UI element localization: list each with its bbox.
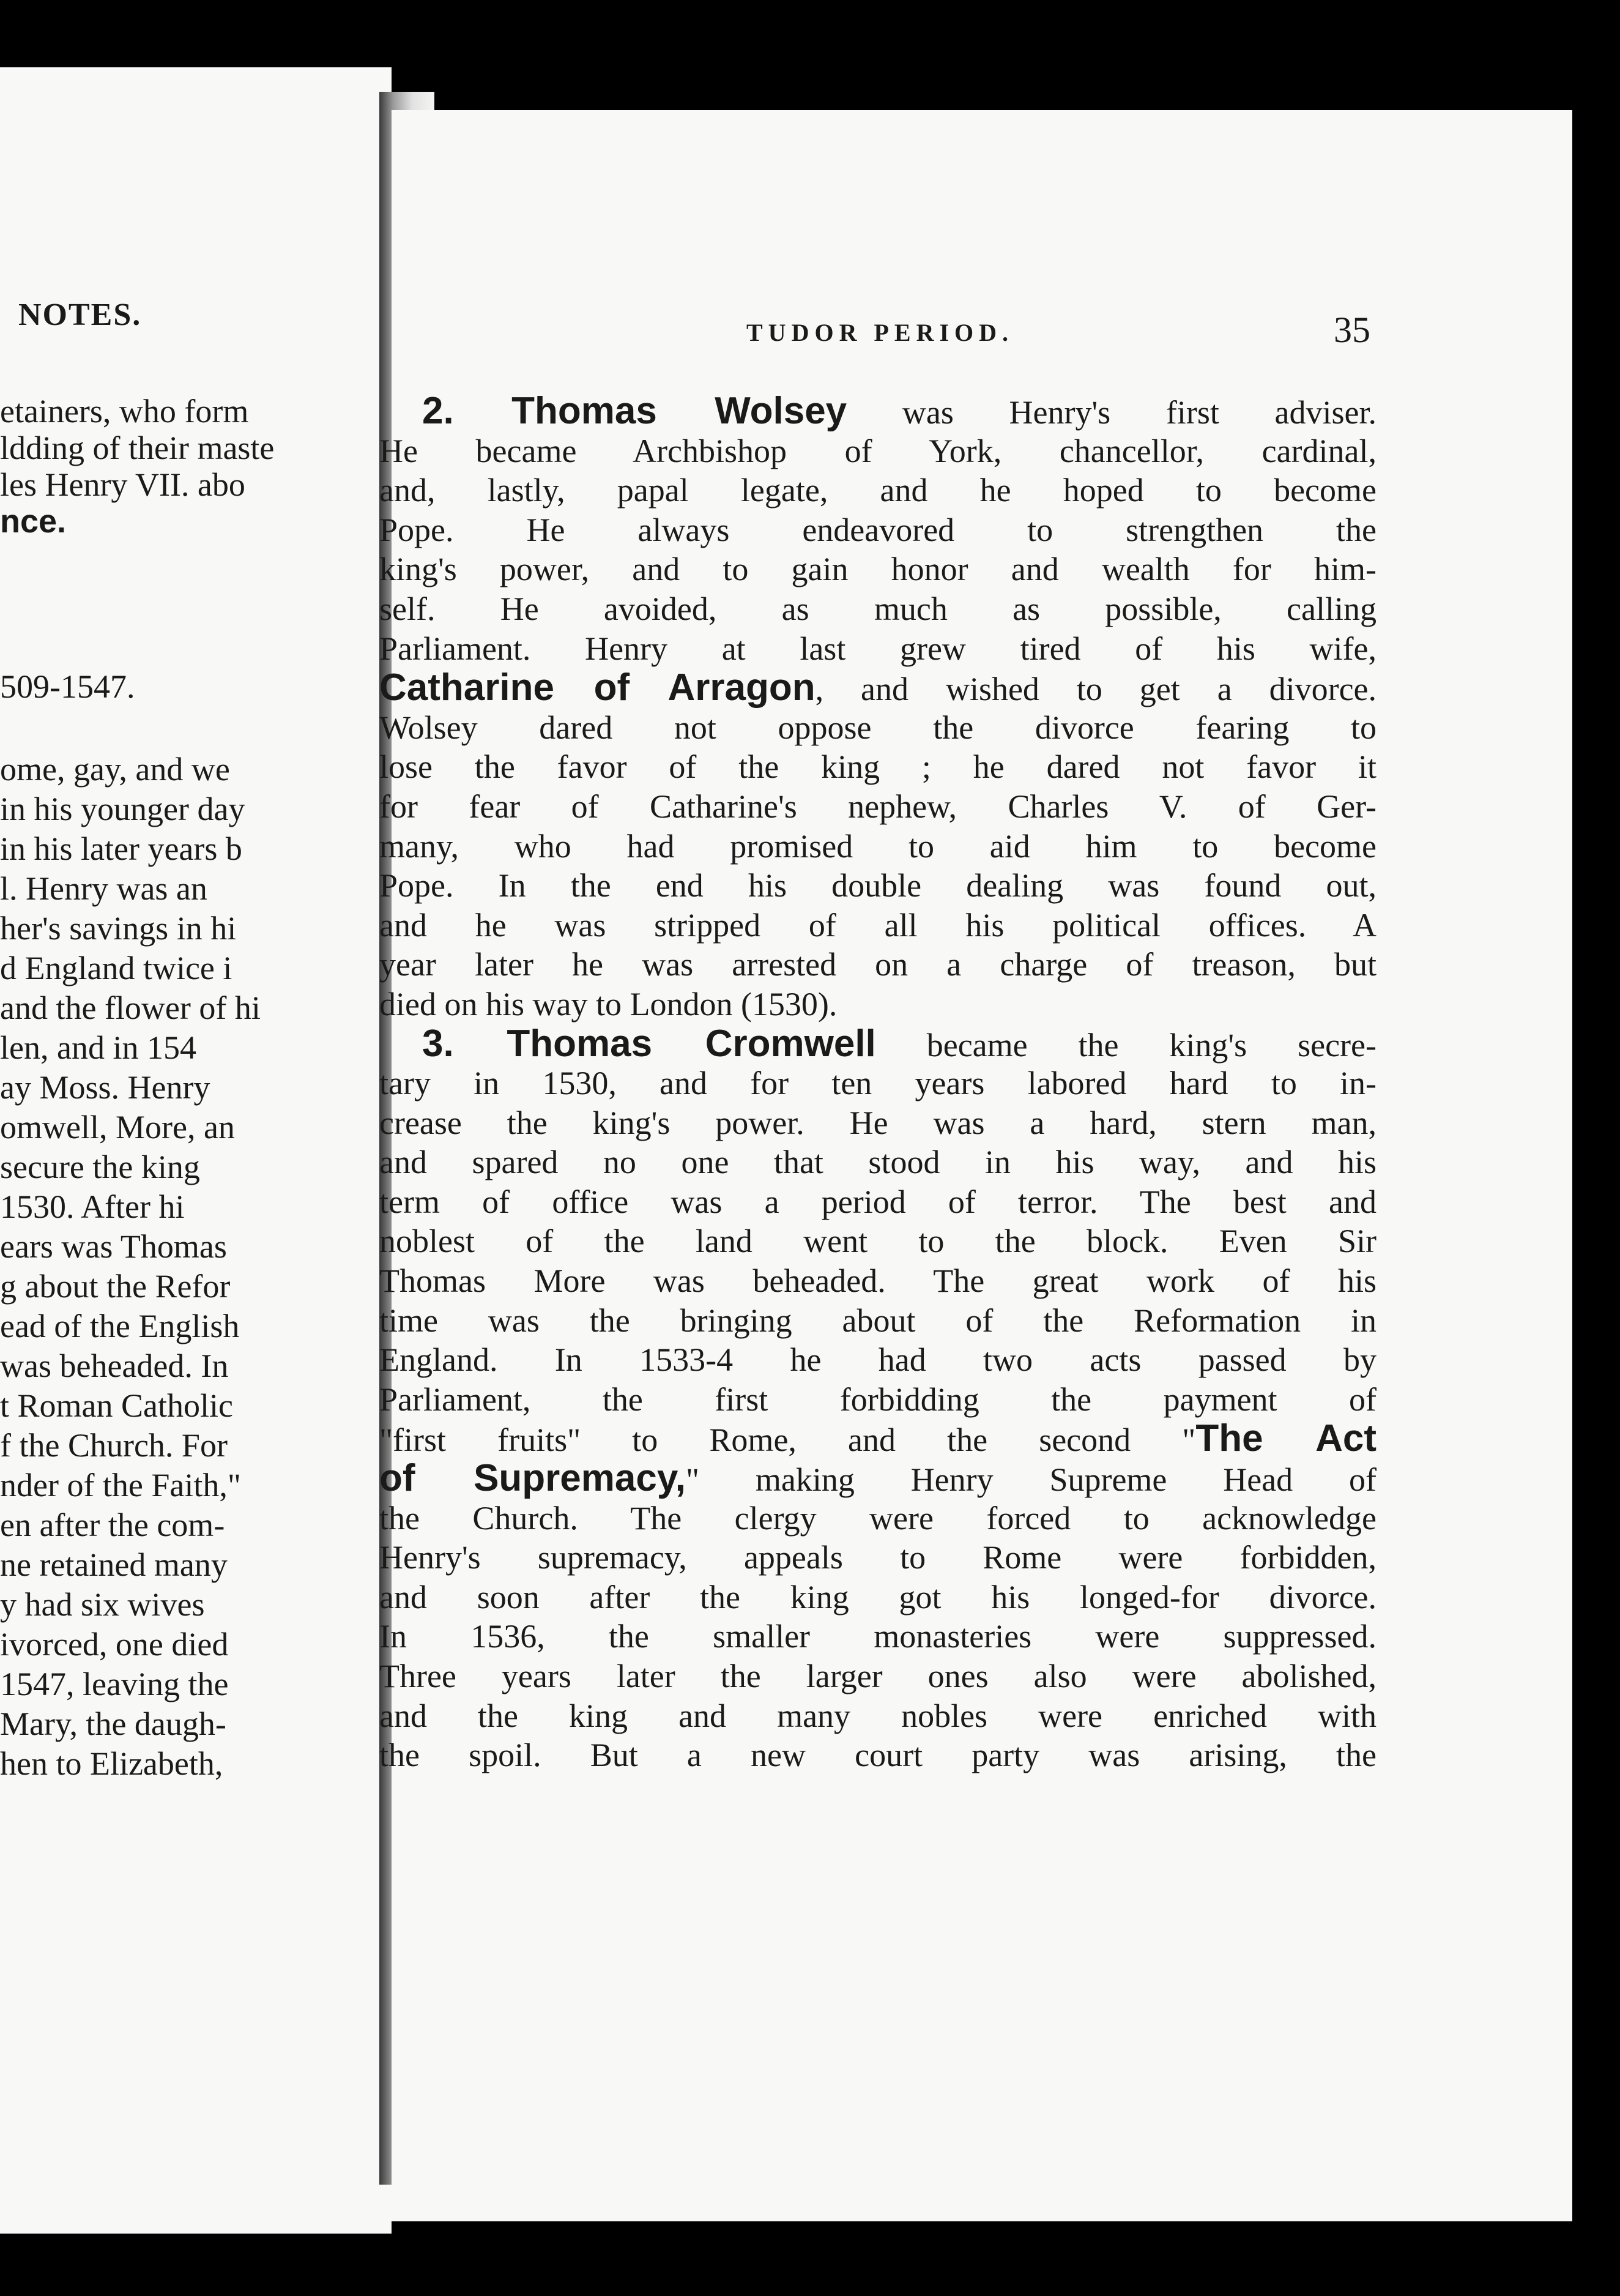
left-page-line: was beheaded. In bbox=[0, 1347, 229, 1384]
text-run: tary in 1530, and for ten years labored hard to in- bbox=[379, 1065, 1377, 1102]
text-run: Wolsey dared not oppose the divorce fearing to bbox=[379, 709, 1377, 746]
text-line bbox=[379, 906, 1377, 945]
text-run: noblest of the land went to the block. Even Sir bbox=[379, 1223, 1377, 1260]
text-line bbox=[379, 1499, 1377, 1538]
text-line bbox=[379, 1064, 1377, 1103]
left-page-line: ne retained many bbox=[0, 1546, 228, 1583]
text-line bbox=[379, 1103, 1377, 1143]
text-line bbox=[379, 1459, 1377, 1499]
text-run: He became Archbishop of York, chancellor, cardinal, bbox=[379, 432, 1377, 469]
text-line bbox=[379, 510, 1377, 550]
text-line bbox=[379, 1024, 1377, 1064]
text-run: Henry's supremacy, appeals to Rome were forbidden, bbox=[379, 1539, 1377, 1576]
text-run: year later he was arrested on a charge of treason, but bbox=[379, 946, 1377, 983]
bold-term: The Act bbox=[1195, 1417, 1377, 1460]
page-number: 35 bbox=[1334, 310, 1370, 350]
text-line bbox=[379, 392, 1377, 431]
text-line bbox=[379, 1657, 1377, 1696]
text-line bbox=[379, 866, 1377, 906]
text-run: time was the bringing about of the Reformation in bbox=[379, 1302, 1377, 1339]
text-line bbox=[379, 1578, 1377, 1617]
left-page-line: Mary, the daugh- bbox=[0, 1705, 226, 1742]
text-line bbox=[379, 1538, 1377, 1578]
text-run: the spoil. But a new court party was arising, the bbox=[379, 1737, 1377, 1774]
text-run: lose the favor of the king ; he dared not favor it bbox=[379, 748, 1377, 786]
text-run: the Church. The clergy were forced to acknowledge bbox=[379, 1499, 1377, 1537]
text-run: "first fruits" to Rome, and the second " bbox=[379, 1422, 1196, 1459]
left-page-line: nder of the Faith," bbox=[0, 1467, 241, 1504]
left-page-line: ears was Thomas bbox=[0, 1228, 227, 1265]
left-page-line: g about the Refor bbox=[0, 1268, 231, 1305]
text-line bbox=[379, 550, 1377, 589]
left-page-line: ome, gay, and we bbox=[0, 751, 230, 788]
left-page-line: f the Church. For bbox=[0, 1427, 228, 1464]
left-page-line: her's savings in hi bbox=[0, 910, 237, 947]
text-line bbox=[379, 589, 1377, 629]
text-run: In 1536, the smaller monasteries were suppressed. bbox=[379, 1618, 1377, 1655]
text-run: was Henry's first adviser. bbox=[847, 394, 1377, 431]
left-page-line: and the flower of hi bbox=[0, 990, 261, 1026]
left-page-line: y had six wives bbox=[0, 1586, 205, 1623]
text-run: Thomas More was beheaded. The great work of his bbox=[379, 1262, 1377, 1300]
left-page-line: nce. bbox=[0, 503, 67, 540]
left-page-line: in his younger day bbox=[0, 791, 245, 827]
left-page-line: ead of the English bbox=[0, 1308, 240, 1344]
text-line bbox=[379, 945, 1377, 985]
text-run: term of office was a period of terror. The best and bbox=[379, 1183, 1377, 1220]
left-page-line: ivorced, one died bbox=[0, 1626, 229, 1663]
text-run: England. In 1533-4 he had two acts passed by bbox=[379, 1341, 1377, 1379]
text-line bbox=[379, 1380, 1377, 1420]
left-page-line: omwell, More, an bbox=[0, 1109, 235, 1146]
text-run: and, lastly, papal legate, and he hoped to become bbox=[379, 472, 1377, 509]
text-line bbox=[379, 1142, 1377, 1182]
left-page-line: 1547, leaving the bbox=[0, 1666, 229, 1702]
text-line bbox=[379, 827, 1377, 867]
text-run: for fear of Catharine's nephew, Charles V. of Ger- bbox=[379, 788, 1377, 825]
running-header: TUDOR PERIOD. bbox=[746, 319, 1014, 346]
bold-term: 2. Thomas Wolsey bbox=[422, 390, 847, 432]
left-page-line: in his later years b bbox=[0, 830, 242, 867]
text-line bbox=[379, 471, 1377, 510]
text-run: self. He avoided, as much as possible, calling bbox=[379, 590, 1377, 627]
left-page-line: d England twice i bbox=[0, 950, 232, 986]
body-text bbox=[379, 392, 1377, 1775]
text-run: Three years later the larger ones also were abolished, bbox=[379, 1658, 1377, 1694]
text-run: and he was stripped of all his political offices. A bbox=[379, 906, 1377, 944]
text-line bbox=[379, 1182, 1377, 1222]
left-page-line: 509-1547. bbox=[0, 668, 135, 705]
text-line bbox=[379, 985, 1377, 1024]
text-line bbox=[379, 1340, 1377, 1380]
text-run: became the king's secre- bbox=[875, 1026, 1377, 1064]
left-page-line: hen to Elizabeth, bbox=[0, 1745, 223, 1782]
text-line bbox=[379, 1419, 1377, 1459]
text-run: Parliament. Henry at last grew tired of his wife, bbox=[379, 630, 1377, 667]
left-page-header: NOTES. bbox=[18, 297, 142, 332]
text-run: , and wished to get a divorce. bbox=[815, 671, 1377, 708]
left-page-line: secure the king bbox=[0, 1149, 200, 1185]
text-line bbox=[379, 1261, 1377, 1301]
text-line bbox=[379, 747, 1377, 787]
text-line bbox=[379, 708, 1377, 748]
text-line bbox=[379, 431, 1377, 471]
text-run: crease the king's power. He was a hard, stern man, bbox=[379, 1104, 1377, 1141]
text-run: and the king and many nobles were enriched with bbox=[379, 1697, 1377, 1734]
text-run: king's power, and to gain honor and wealth for him- bbox=[379, 551, 1377, 588]
text-run: and soon after the king got his longed-for divorce. bbox=[379, 1578, 1377, 1616]
text-run: " making Henry Supreme Head of bbox=[685, 1461, 1377, 1499]
text-run: Parliament, the first forbidding the payment of bbox=[379, 1381, 1377, 1418]
left-page-line: etainers, who form bbox=[0, 393, 249, 430]
text-line bbox=[379, 629, 1377, 669]
text-line bbox=[379, 1301, 1377, 1341]
text-line bbox=[379, 1696, 1377, 1736]
left-page bbox=[0, 67, 392, 2234]
text-run: Pope. In the end his double dealing was found out, bbox=[379, 867, 1377, 904]
left-page-line: l. Henry was an bbox=[0, 870, 207, 907]
text-line bbox=[379, 1617, 1377, 1657]
text-line bbox=[379, 1735, 1377, 1775]
bold-term: 3. Thomas Cromwell bbox=[422, 1022, 876, 1065]
left-page-line: 1530. After hi bbox=[0, 1188, 185, 1225]
left-page-line: len, and in 154 bbox=[0, 1029, 196, 1066]
text-run: Pope. He always endeavored to strengthen the bbox=[379, 511, 1377, 548]
text-line bbox=[379, 1221, 1377, 1261]
text-line bbox=[379, 668, 1377, 708]
left-page-line: ldding of their maste bbox=[0, 430, 275, 466]
text-run: many, who had promised to aid him to become bbox=[379, 827, 1377, 865]
text-run: died on his way to London (1530). bbox=[379, 985, 838, 1023]
left-page-line: les Henry VII. abo bbox=[0, 466, 245, 503]
left-page-line: en after the com- bbox=[0, 1507, 225, 1543]
left-page-line: ay Moss. Henry bbox=[0, 1069, 210, 1106]
bold-term: Catharine of Arragon bbox=[379, 666, 816, 709]
text-run: and spared no one that stood in his way, and his bbox=[379, 1144, 1377, 1181]
left-page-line: t Roman Catholic bbox=[0, 1387, 233, 1424]
text-line bbox=[379, 787, 1377, 827]
bold-term: of Supremacy, bbox=[379, 1457, 686, 1500]
